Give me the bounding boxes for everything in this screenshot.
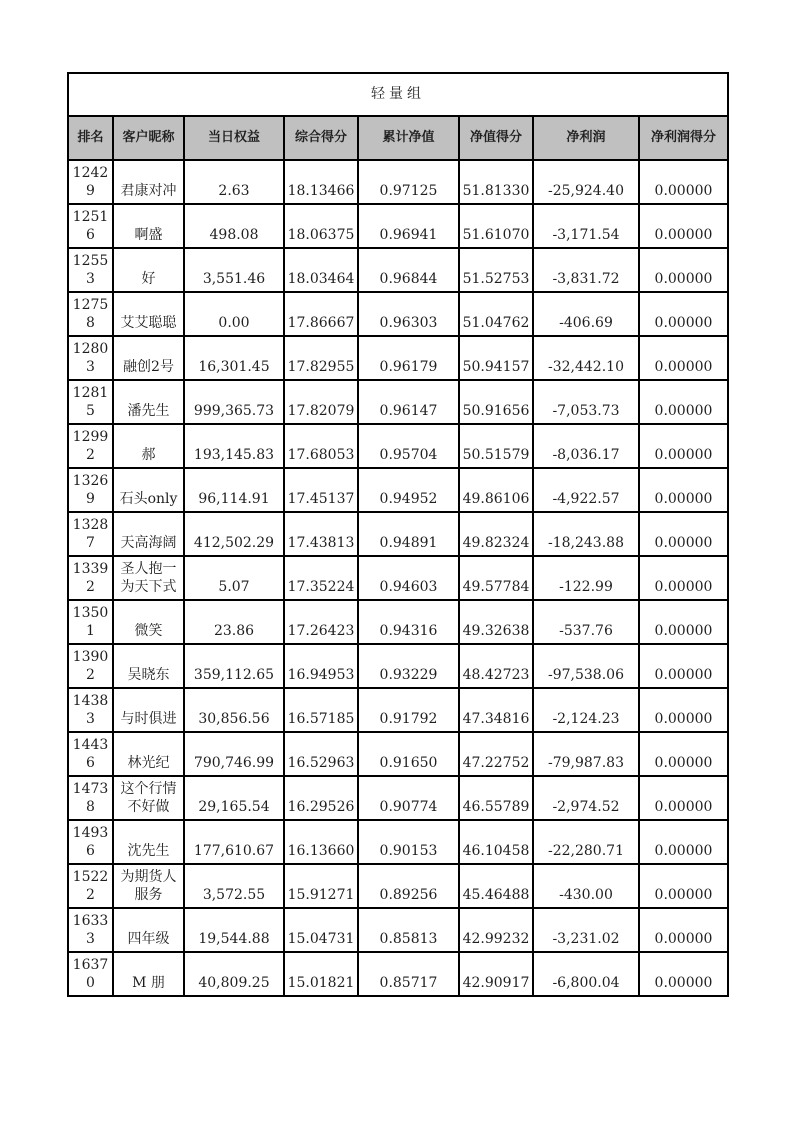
cell-composite-score: 16.13660 [284,820,358,864]
header-row [68,116,728,160]
table-row [68,160,728,204]
cell-nav-score: 51.81330 [459,160,533,204]
cell-net-profit: -97,538.06 [533,644,639,688]
cell-cumulative-nav: 0.96844 [358,248,459,292]
cell-rank: 13269 [68,468,113,512]
cell-nav-score: 42.99232 [459,908,533,952]
cell-daily-equity: 16,301.45 [184,336,284,380]
cell-rank: 14936 [68,820,113,864]
column-header-daily-equity: 当日权益 [184,116,284,160]
cell-rank: 12758 [68,292,113,336]
ranking-table [67,72,729,997]
cell-nickname: 圣人抱一为天下式 [113,556,184,600]
cell-nav-score: 50.51579 [459,424,533,468]
cell-nav-score: 47.22752 [459,732,533,776]
cell-nav-score: 51.52753 [459,248,533,292]
cell-nickname: 石头only [113,468,184,512]
cell-rank: 12803 [68,336,113,380]
cell-rank: 14436 [68,732,113,776]
cell-nickname: 艾艾聪聪 [113,292,184,336]
cell-nickname: 郝 [113,424,184,468]
cell-net-profit: -8,036.17 [533,424,639,468]
column-header-rank: 排名 [68,116,113,160]
cell-rank: 12815 [68,380,113,424]
cell-net-profit: -3,171.54 [533,204,639,248]
column-header-nickname: 客户昵称 [113,116,184,160]
cell-nav-score: 42.90917 [459,952,533,996]
cell-composite-score: 17.82955 [284,336,358,380]
cell-composite-score: 17.45137 [284,468,358,512]
table-row [68,336,728,380]
table-row [68,908,728,952]
table-row [68,644,728,688]
cell-nav-score: 49.57784 [459,556,533,600]
cell-net-profit-score: 0.00000 [639,160,728,204]
cell-cumulative-nav: 0.85717 [358,952,459,996]
cell-net-profit-score: 0.00000 [639,864,728,908]
column-header-net-profit: 净利润 [533,116,639,160]
cell-cumulative-nav: 0.96303 [358,292,459,336]
cell-daily-equity: 999,365.73 [184,380,284,424]
cell-net-profit: -430.00 [533,864,639,908]
cell-nickname: 与时俱进 [113,688,184,732]
cell-rank: 13287 [68,512,113,556]
cell-nickname: M 朋 [113,952,184,996]
cell-net-profit: -6,800.04 [533,952,639,996]
cell-composite-score: 18.03464 [284,248,358,292]
table-row [68,468,728,512]
cell-net-profit: -2,124.23 [533,688,639,732]
cell-cumulative-nav: 0.94952 [358,468,459,512]
table-row [68,248,728,292]
cell-daily-equity: 3,572.55 [184,864,284,908]
cell-cumulative-nav: 0.93229 [358,644,459,688]
table-row [68,380,728,424]
cell-net-profit-score: 0.00000 [639,952,728,996]
cell-net-profit-score: 0.00000 [639,732,728,776]
cell-composite-score: 15.01821 [284,952,358,996]
cell-composite-score: 17.82079 [284,380,358,424]
cell-net-profit-score: 0.00000 [639,204,728,248]
cell-daily-equity: 5.07 [184,556,284,600]
column-header-cumulative-nav: 累计净值 [358,116,459,160]
table-row [68,688,728,732]
cell-composite-score: 18.06375 [284,204,358,248]
cell-cumulative-nav: 0.97125 [358,160,459,204]
cell-composite-score: 17.26423 [284,600,358,644]
cell-daily-equity: 498.08 [184,204,284,248]
cell-rank: 15222 [68,864,113,908]
cell-cumulative-nav: 0.85813 [358,908,459,952]
cell-composite-score: 16.29526 [284,776,358,820]
cell-cumulative-nav: 0.89256 [358,864,459,908]
cell-net-profit-score: 0.00000 [639,600,728,644]
cell-nickname: 沈先生 [113,820,184,864]
cell-rank: 12429 [68,160,113,204]
cell-net-profit: -537.76 [533,600,639,644]
cell-daily-equity: 359,112.65 [184,644,284,688]
cell-net-profit-score: 0.00000 [639,776,728,820]
cell-cumulative-nav: 0.96147 [358,380,459,424]
cell-nickname: 这个行情不好做 [113,776,184,820]
cell-nav-score: 49.32638 [459,600,533,644]
cell-daily-equity: 790,746.99 [184,732,284,776]
cell-composite-score: 17.86667 [284,292,358,336]
cell-nav-score: 49.86106 [459,468,533,512]
cell-nav-score: 50.94157 [459,336,533,380]
cell-nickname: 为期货人服务 [113,864,184,908]
cell-daily-equity: 96,114.91 [184,468,284,512]
cell-net-profit-score: 0.00000 [639,424,728,468]
cell-nav-score: 46.10458 [459,820,533,864]
cell-daily-equity: 2.63 [184,160,284,204]
table-body [68,160,728,996]
cell-nickname: 啊盛 [113,204,184,248]
cell-nav-score: 51.04762 [459,292,533,336]
cell-net-profit-score: 0.00000 [639,380,728,424]
cell-net-profit: -122.99 [533,556,639,600]
cell-nickname: 微笑 [113,600,184,644]
cell-net-profit: -79,987.83 [533,732,639,776]
cell-daily-equity: 19,544.88 [184,908,284,952]
cell-nickname: 四年级 [113,908,184,952]
cell-nickname: 君康对冲 [113,160,184,204]
cell-cumulative-nav: 0.94891 [358,512,459,556]
table-row [68,424,728,468]
table-row [68,292,728,336]
cell-net-profit-score: 0.00000 [639,292,728,336]
cell-net-profit: -3,231.02 [533,908,639,952]
cell-cumulative-nav: 0.91792 [358,688,459,732]
cell-daily-equity: 40,809.25 [184,952,284,996]
cell-composite-score: 17.43813 [284,512,358,556]
cell-nav-score: 49.82324 [459,512,533,556]
cell-daily-equity: 177,610.67 [184,820,284,864]
cell-net-profit: -22,280.71 [533,820,639,864]
cell-daily-equity: 30,856.56 [184,688,284,732]
cell-net-profit-score: 0.00000 [639,248,728,292]
cell-daily-equity: 193,145.83 [184,424,284,468]
cell-net-profit-score: 0.00000 [639,512,728,556]
table-title: 轻量组 [68,73,728,116]
table-row [68,556,728,600]
cell-nickname: 潘先生 [113,380,184,424]
cell-cumulative-nav: 0.94603 [358,556,459,600]
cell-cumulative-nav: 0.90774 [358,776,459,820]
cell-composite-score: 17.68053 [284,424,358,468]
cell-net-profit-score: 0.00000 [639,820,728,864]
cell-cumulative-nav: 0.91650 [358,732,459,776]
title-row [68,73,728,116]
table-row [68,732,728,776]
table-row [68,776,728,820]
table-row [68,864,728,908]
cell-net-profit: -406.69 [533,292,639,336]
cell-daily-equity: 0.00 [184,292,284,336]
cell-daily-equity: 412,502.29 [184,512,284,556]
cell-composite-score: 15.91271 [284,864,358,908]
cell-rank: 13501 [68,600,113,644]
cell-daily-equity: 29,165.54 [184,776,284,820]
cell-nickname: 好 [113,248,184,292]
cell-net-profit: -18,243.88 [533,512,639,556]
table-row [68,952,728,996]
table-row [68,820,728,864]
cell-nickname: 林光纪 [113,732,184,776]
cell-cumulative-nav: 0.96179 [358,336,459,380]
cell-composite-score: 17.35224 [284,556,358,600]
cell-net-profit: -4,922.57 [533,468,639,512]
cell-rank: 13392 [68,556,113,600]
cell-rank: 13902 [68,644,113,688]
cell-net-profit-score: 0.00000 [639,556,728,600]
cell-rank: 14383 [68,688,113,732]
cell-composite-score: 16.52963 [284,732,358,776]
cell-composite-score: 16.57185 [284,688,358,732]
cell-nickname: 天高海阔 [113,512,184,556]
cell-cumulative-nav: 0.94316 [358,600,459,644]
cell-nickname: 吴晓东 [113,644,184,688]
cell-cumulative-nav: 0.90153 [358,820,459,864]
cell-nav-score: 51.61070 [459,204,533,248]
cell-net-profit-score: 0.00000 [639,688,728,732]
table-row [68,512,728,556]
cell-net-profit: -2,974.52 [533,776,639,820]
cell-net-profit: -3,831.72 [533,248,639,292]
cell-cumulative-nav: 0.96941 [358,204,459,248]
cell-nickname: 融创2号 [113,336,184,380]
column-header-composite-score: 综合得分 [284,116,358,160]
cell-net-profit-score: 0.00000 [639,644,728,688]
cell-net-profit: -25,924.40 [533,160,639,204]
cell-daily-equity: 23.86 [184,600,284,644]
cell-nav-score: 48.42723 [459,644,533,688]
cell-rank: 12992 [68,424,113,468]
cell-rank: 12516 [68,204,113,248]
cell-nav-score: 45.46488 [459,864,533,908]
cell-nav-score: 50.91656 [459,380,533,424]
cell-net-profit-score: 0.00000 [639,336,728,380]
column-header-net-profit-score: 净利润得分 [639,116,728,160]
cell-rank: 16333 [68,908,113,952]
cell-net-profit-score: 0.00000 [639,908,728,952]
cell-net-profit: -32,442.10 [533,336,639,380]
cell-nav-score: 46.55789 [459,776,533,820]
cell-cumulative-nav: 0.95704 [358,424,459,468]
cell-rank: 14738 [68,776,113,820]
cell-rank: 16370 [68,952,113,996]
cell-net-profit: -7,053.73 [533,380,639,424]
cell-composite-score: 16.94953 [284,644,358,688]
column-header-nav-score: 净值得分 [459,116,533,160]
cell-composite-score: 15.04731 [284,908,358,952]
cell-net-profit-score: 0.00000 [639,468,728,512]
cell-daily-equity: 3,551.46 [184,248,284,292]
table-row [68,204,728,248]
cell-composite-score: 18.13466 [284,160,358,204]
cell-rank: 12553 [68,248,113,292]
cell-nav-score: 47.34816 [459,688,533,732]
table-row [68,600,728,644]
